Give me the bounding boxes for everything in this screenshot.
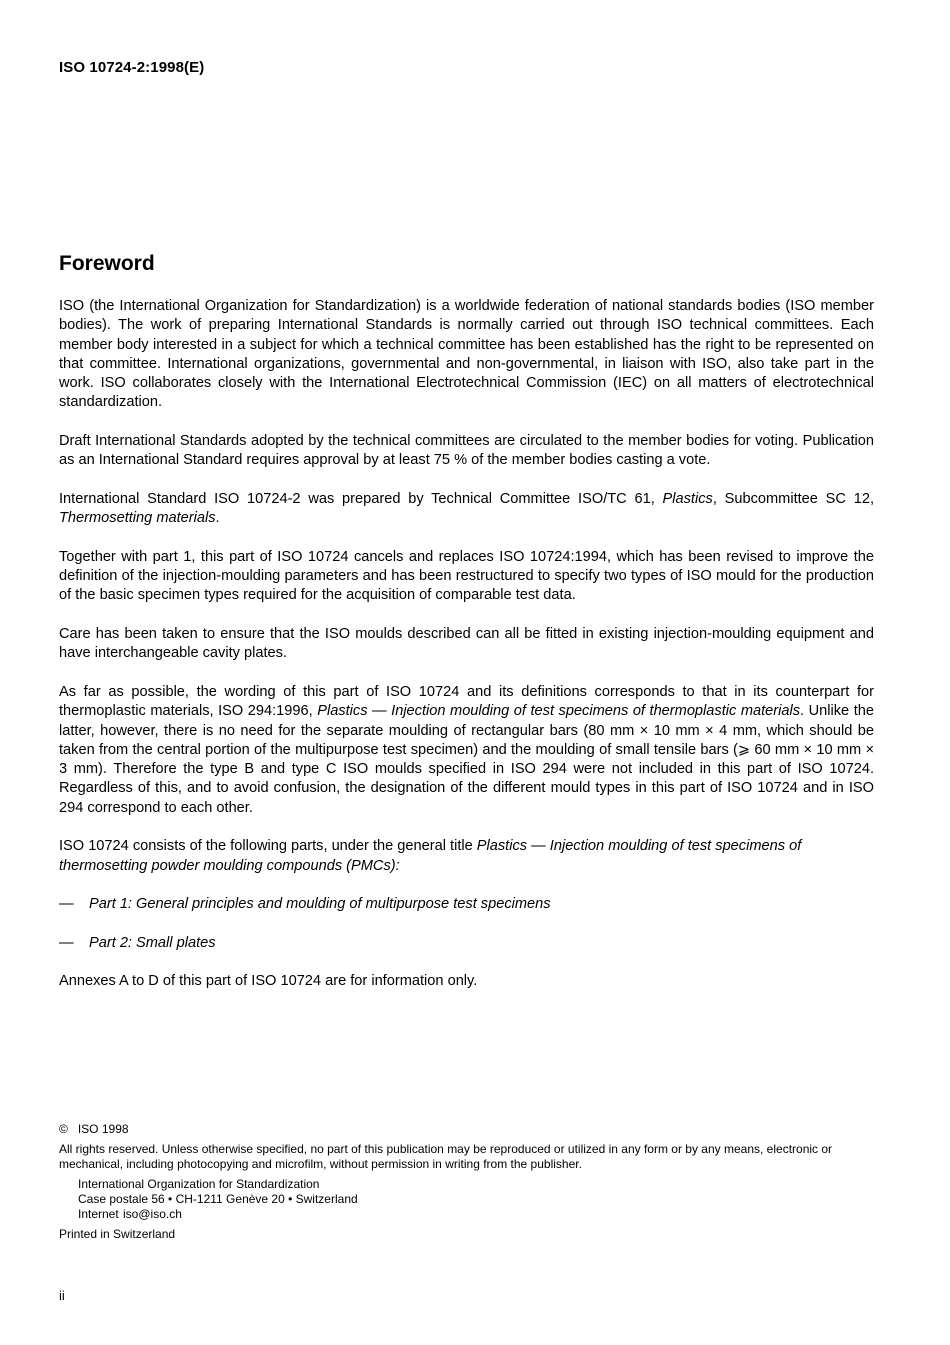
publisher-postal: Case postale 56 • CH-1211 Genève 20 • Switzerland <box>78 1192 358 1206</box>
internet-email: iso@iso.ch <box>123 1207 182 1221</box>
text-run: International Standard ISO 10724-2 was prepared by Technical Committee ISO/TC 61, <box>59 490 663 507</box>
publisher-internet <box>78 1207 874 1222</box>
list-item-text: Part 1: General principles and moulding of multipurpose test specimens <box>89 896 551 913</box>
list-item <box>59 934 874 953</box>
paragraph-parts <box>59 837 874 876</box>
text-run-italic: Plastics — Injection moulding of test specimens of thermosetting powder moulding compounds (PMCs): <box>59 838 802 874</box>
paragraph-prepared-by <box>59 490 874 529</box>
foreword-title: Foreword <box>59 252 155 275</box>
rights-notice: All rights reserved. Unless otherwise specified, no part of this publication may be reproduced or utilized in any form or by any means, electronic or mechanical, including photocopying and microfilm, without permission in writing from the publisher. <box>59 1142 833 1171</box>
list-dash: — <box>59 896 74 913</box>
copyright-block <box>59 1122 874 1242</box>
paragraph-annexes: Annexes A to D of this part of ISO 10724 are for information only. <box>59 973 478 990</box>
text-run: . <box>215 510 220 527</box>
text-run-italic: Plastics <box>662 490 713 507</box>
printed-in: Printed in Switzerland <box>59 1227 176 1241</box>
page-number: ii <box>59 1288 65 1303</box>
paragraph-draft-standards: Draft International Standards adopted by the technical committees are circulated to the member bodies for voting. Publication as an International Standard requires approval by at least 75 % of the member bodies casting a vote. <box>59 433 874 469</box>
publisher-org: International Organization for Standardization <box>78 1177 320 1191</box>
paragraph-counterpart <box>59 683 874 818</box>
list-item-text: Part 2: Small plates <box>89 934 216 951</box>
publisher-address <box>59 1177 874 1222</box>
foreword-body <box>59 297 874 1011</box>
text-run: As far as possible, the wording of this part of ISO 10724 and its definitions corresponds to that in its counterpart for thermoplastic materials, ISO 294:1996, <box>59 683 874 720</box>
text-run-italic: Plastics — Injection moulding of test specimens of thermoplastic materials <box>317 703 801 720</box>
paragraph-cancels-replaces: Together with part 1, this part of ISO 10724 cancels and replaces ISO 10724:1994, which has been revised to improve the definition of the injection-moulding parameters and has been restructured to specify two types of ISO mould for the production of the basic specimen types required for the acquisition of comparable test data. <box>59 548 874 604</box>
text-run: , Subcommittee SC 12, <box>712 490 875 507</box>
copyright-line: © ISO 1998 <box>59 1122 129 1136</box>
text-run: . Unlike the latter, however, there is no need for the separate moulding of rectangular bars (80 mm × 10 mm × 4 mm, which should be taken from the central portion of the multipurpose test specimen) and the moulding of small tensile bars (⩾ 60 mm × 10 mm × 3 mm). Therefore the type B and type C ISO moulds specified in ISO 294 were not included in this part of ISO 10724. Regardless of this, and to avoid confusion, the designation of the different mould types in this part of ISO 10724 and in ISO 294 correspond to each other. <box>59 703 874 816</box>
document-id: ISO 10724-2:1998(E) <box>59 59 205 76</box>
text-run: ISO 10724 consists of the following parts, under the general title <box>59 838 477 855</box>
paragraph-moulds: Care has been taken to ensure that the ISO moulds described can all be fitted in existing injection-moulding equipment and have interchangeable cavity plates. <box>59 626 874 662</box>
internet-label: Internet <box>78 1207 119 1221</box>
paragraph-iso-intro: ISO (the International Organization for Standardization) is a worldwide federation of national standards bodies (ISO member bodies). The work of preparing International Standards is normally carried out through ISO technical committees. Each member body interested in a subject for which a technical committee has been established has the right to be represented on that committee. International organizations, governmental and non-governmental, in liaison with ISO, also take part in the work. ISO collaborates closely with the International Electrotechnical Commission (IEC) on all matters of electrotechnical standardization. <box>59 298 874 411</box>
list-dash: — <box>59 934 74 951</box>
text-run-italic: Thermosetting materials <box>59 510 216 527</box>
list-item <box>59 895 874 914</box>
